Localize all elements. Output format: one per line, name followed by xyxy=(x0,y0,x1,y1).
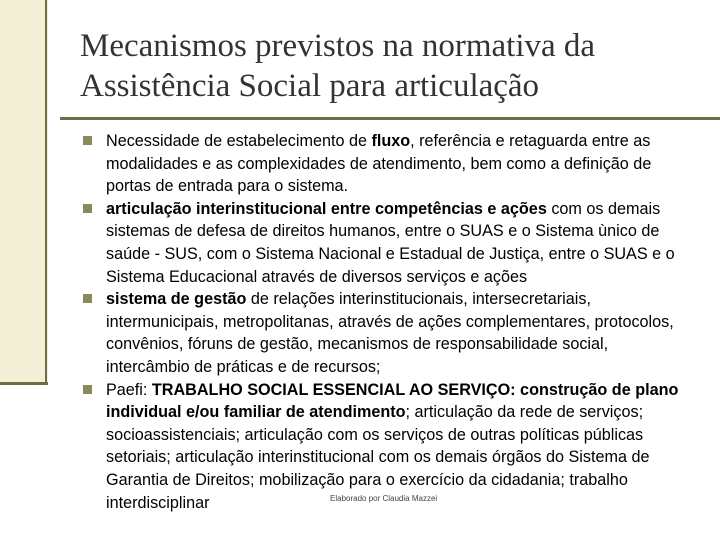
bullet-text: Necessidade de estabelecimento de xyxy=(106,132,372,150)
bullet-text: , referência e retaguarda entre as modalidades e as complexidades de atendimento, bem como a definição de portas de entrada para o sistema. xyxy=(106,132,652,196)
bullet-text: ; articulação da rede de serviços; socioassistenciais; articulação com os serviços de outras políticas públicas setoriais; articulação interinstitucional com os demais órgãos do Sistema de Garantia de Direitos; mobilização para o exercício da cidadania; trabalho interdisciplinar xyxy=(106,403,650,512)
bullet-text: com os demais sistemas de defesa de direitos humanos, entre o SUAS e o Sistema ùnico de saúde - SUS, com o Sistema Nacional e Estadual de Justiça, entre o SUAS e o Sistema Educacional através de diversos serviços e ações xyxy=(106,199,675,286)
square-bullet-icon xyxy=(83,385,92,394)
bullet-text-bold: articulação interinstitucional entre competências e ações xyxy=(106,199,547,218)
bullet-text: de relações interinstitucionais, intersecretariais, intermunicipais, metropolitanas, através de ações complementares, protocolos, convênios, fóruns de gestão, mecanismos de responsabilidade social, intercâmbio de práticas e de recursos; xyxy=(106,290,674,376)
bullet-text-bold: fluxo xyxy=(371,132,411,150)
title-underline xyxy=(60,117,720,120)
bullet-item xyxy=(83,130,683,198)
bullet-item xyxy=(83,288,683,378)
bullet-text-bold: TRABALHO SOCIAL ESSENCIAL AO SERVIÇO: construção de plano individual e/ou familiar de atendimento xyxy=(106,380,679,422)
decorative-side-panel xyxy=(0,0,48,384)
bullet-list xyxy=(83,130,683,514)
square-bullet-icon xyxy=(83,204,92,213)
bullet-item xyxy=(83,198,683,288)
square-bullet-icon xyxy=(83,136,92,145)
slide-title xyxy=(80,26,700,106)
decorative-panel-bottom-rule xyxy=(0,382,48,385)
slide-title-line-1: Mecanismos previstos na normativa da xyxy=(80,28,596,64)
bullet-text: Paefi: xyxy=(106,380,152,399)
slide-title-line-2: Assistência Social para articulação xyxy=(80,68,540,104)
footer-credit: Elaborado por Claudia Mazzei xyxy=(330,494,438,503)
square-bullet-icon xyxy=(83,294,92,303)
bullet-text-bold: sistema de gestão xyxy=(106,290,247,309)
decorative-vertical-rule xyxy=(45,0,47,384)
